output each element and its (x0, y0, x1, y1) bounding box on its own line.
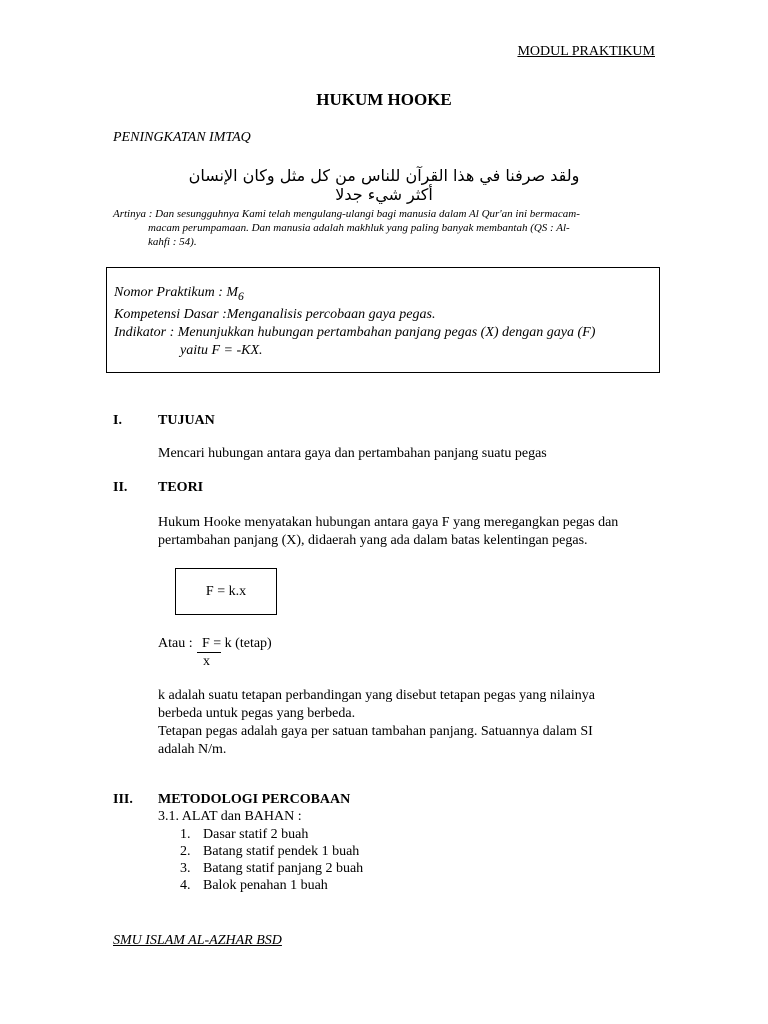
section-1-number: I. (113, 413, 122, 428)
section-2-text-line-2: pertambahan panjang (X), didaerah yang ada dalam batas kelentingan pegas. (158, 533, 588, 548)
translation-line-2: macam perumpamaan. Dan manusia adalah makhluk yang paling banyak membantah (QS : Al- (148, 222, 570, 234)
verse-translation (113, 207, 653, 249)
formula-box (175, 568, 277, 615)
list-item-number: 1. (180, 827, 191, 842)
nomor-praktikum (114, 284, 595, 306)
page-title: HUKUM HOOKE (316, 90, 452, 109)
section-3-number: III. (113, 792, 133, 807)
list-item (180, 860, 363, 877)
list-item (180, 843, 363, 860)
section-2-text (158, 514, 618, 550)
section-1-title: TUJUAN (158, 413, 215, 428)
section-2-number: II. (113, 480, 128, 495)
list-item (180, 826, 363, 843)
indikator-line-2: yaitu F = -KX. (180, 342, 263, 358)
k-line-4: adalah N/m. (158, 742, 227, 757)
school-footer: SMU ISLAM AL-AZHAR BSD (113, 933, 282, 948)
k-line-2: berbeda untuk pegas yang berbeda. (158, 706, 356, 721)
module-header: MODUL PRAKTIKUM (517, 44, 655, 59)
nomor-label: Nomor Praktikum : M (114, 285, 239, 300)
formula-text: F = k.x (205, 583, 247, 599)
indikator-line-1: Indikator : Menunjukkan hubungan pertambahan panjang pegas (X) dengan gaya (F) (114, 324, 596, 340)
list-item-text: Batang statif panjang 2 buah (203, 861, 364, 876)
list-item-text: Balok penahan 1 buah (203, 878, 328, 893)
list-item-number: 4. (180, 878, 191, 893)
translation-line-3: kahfi : 54). (148, 236, 197, 248)
info-box-text (114, 284, 595, 360)
arabic-verse: ولقد صرفنا في هذا القرآن للناس من كل مثل وكان الإنسان أكثر شيء جدلا (188, 166, 580, 204)
list-item-text: Batang statif pendek 1 buah (203, 844, 360, 859)
k-line-1: k adalah suatu tetapan perbandingan yang disebut tetapan pegas yang nilainya (158, 688, 595, 703)
atau-label: Atau : (158, 636, 193, 651)
nomor-subscript: 6 (238, 289, 244, 303)
fraction-denominator: x (203, 654, 210, 669)
section-2-text-line-1: Hukum Hooke menyatakan hubungan antara gaya F yang meregangkan pegas dan (158, 515, 619, 530)
section-1-text: Mencari hubungan antara gaya dan pertambahan panjang suatu pegas (158, 446, 547, 461)
fraction-numerator: F = k (tetap) (202, 636, 272, 651)
spring-constant-paragraph (158, 687, 595, 759)
list-item-number: 2. (180, 844, 191, 859)
kompetensi-dasar: Kompetensi Dasar :Menganalisis percobaan gaya pegas. (114, 306, 436, 322)
section-2-title: TEORI (158, 480, 204, 495)
section-3-title: METODOLOGI PERCOBAAN (158, 792, 351, 807)
k-line-3: Tetapan pegas adalah gaya per satuan tambahan panjang. Satuannya dalam SI (158, 724, 593, 739)
section-3-subheading: 3.1. ALAT dan BAHAN : (158, 809, 302, 824)
list-item (180, 877, 363, 894)
equipment-list (180, 826, 363, 894)
translation-line-1: Artinya : Dan sesungguhnya Kami telah mengulang-ulangi bagi manusia dalam Al Qur'an ini bermacam- (113, 208, 580, 220)
list-item-text: Dasar statif 2 buah (203, 827, 309, 842)
imtaq-heading: PENINGKATAN IMTAQ (113, 130, 251, 145)
list-item-number: 3. (180, 861, 191, 876)
